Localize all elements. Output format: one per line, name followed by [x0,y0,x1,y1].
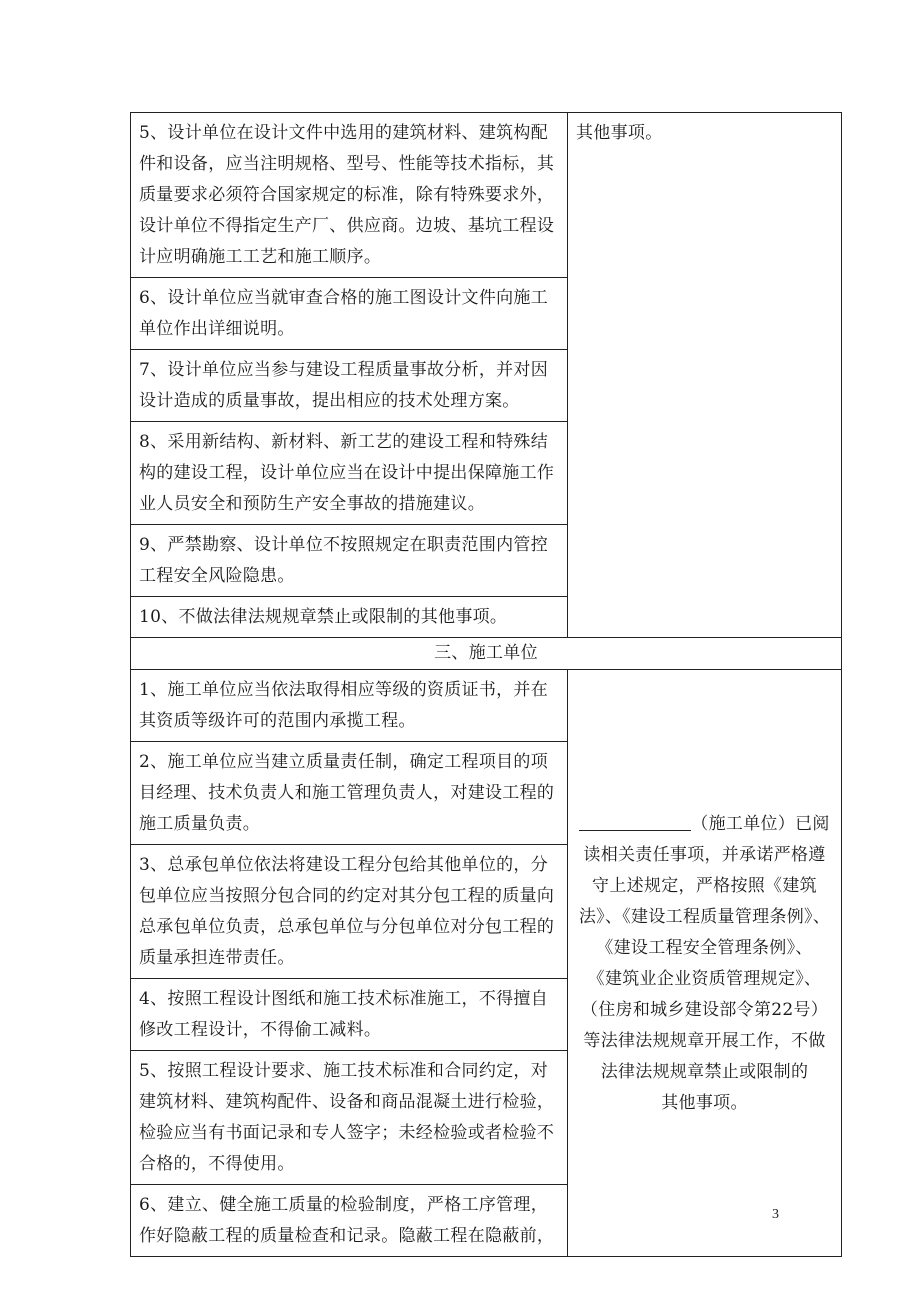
pledge-statement [568,670,842,1257]
construction-item-6: 6、建立、健全施工质量的检验制度，严格工序管理，作好隐蔽工程的质量检查和记录。隐蔽工程在隐蔽前， [131,1185,568,1257]
responsibility-table [130,112,842,1257]
pledge-line: 法律法规规章禁止或限制的 [600,1061,809,1082]
pledge-line: 《建设工程安全管理条例》、 [596,937,813,958]
page-number: 3 [772,1207,779,1222]
pledge-line: （住房和城乡建设部令第22号） [580,999,829,1020]
table-row [131,113,842,278]
design-right-note: 其他事项。 [568,113,842,638]
construction-item-5: 5、按照工程设计要求、施工技术标准和合同约定，对建筑材料、建筑构配件、设备和商品混凝土进行检验，检验应当有书面记录和专人签字；未经检验或者检验不合格的，不得使用。 [131,1051,568,1185]
pledge-line: 其他事项。 [661,1092,748,1113]
section-title: 三、施工单位 [131,638,842,670]
design-item-9: 9、严禁勘察、设计单位不按照规定在职责范围内管控工程安全风险隐患。 [131,525,568,597]
construction-item-1: 1、施工单位应当依法取得相应等级的资质证书，并在其资质等级许可的范围内承揽工程。 [131,670,568,742]
section-header-row [131,638,842,670]
pledge-line: 法》、《建设工程质量管理条例》、 [578,906,831,927]
design-item-7: 7、设计单位应当参与建设工程质量事故分析，并对因设计造成的质量事故，提出相应的技术处理方案。 [131,350,568,422]
pledge-line: 守上述规定，严格按照《建筑 [592,875,817,896]
construction-item-4: 4、按照工程设计图纸和施工技术标准施工，不得擅自修改工程设计，不得偷工减料。 [131,979,568,1051]
pledge-lead: （施工单位）已阅 [691,813,830,834]
table-row [131,670,842,742]
construction-item-3: 3、总承包单位依法将建设工程分包给其他单位的，分包单位应当按照分包合同的约定对其分包工程的质量向总承包单位负责，总承包单位与分包单位对分包工程的质量承担连带责任。 [131,845,568,979]
design-item-6: 6、设计单位应当就审查合格的施工图设计文件向施工单位作出详细说明。 [131,278,568,350]
design-item-10: 10、不做法律法规规章禁止或限制的其他事项。 [131,597,568,638]
pledge-line: 等法律法规规章开展工作，不做 [583,1030,826,1051]
fill-in-blank [579,812,691,831]
pledge-line: 读相关责任事项，并承诺严格遵 [583,844,826,865]
pledge-line: 《建筑业企业资质管理规定》、 [587,968,822,989]
construction-item-2: 2、施工单位应当建立质量责任制，确定工程项目的项目经理、技术负责人和施工管理负责人，对建设工程的施工质量负责。 [131,742,568,845]
design-item-5: 5、设计单位在设计文件中选用的建筑材料、建筑构配件和设备，应当注明规格、型号、性能等技术指标，其质量要求必须符合国家规定的标准，除有特殊要求外，设计单位不得指定生产厂、供应商。边坡、基坑工程设计应明确施工工艺和施工顺序。 [131,113,568,278]
design-item-8: 8、采用新结构、新材料、新工艺的建设工程和特殊结构的建设工程，设计单位应当在设计中提出保障施工作业人员安全和预防生产安全事故的措施建议。 [131,422,568,525]
